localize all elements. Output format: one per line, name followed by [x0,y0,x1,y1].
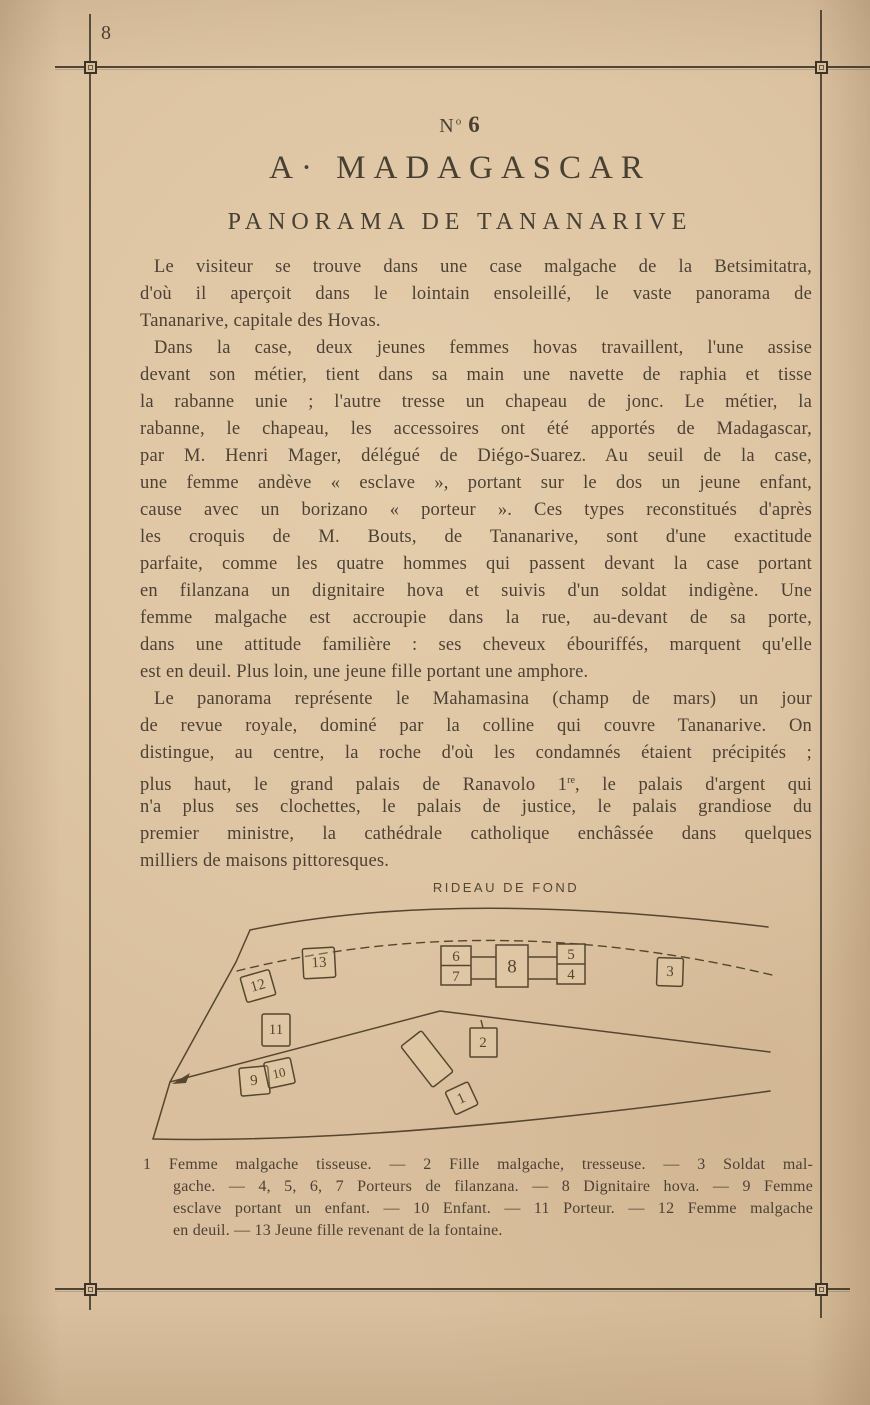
text-line: devant son métier, tient dans sa main une navette de raphia et tisse [140,365,812,385]
marker-label: 4 [567,967,575,983]
marker-box-5-4 [557,944,585,984]
text-line: d'où il aperçoit dans le lointain ensoleillé, le vaste panorama de [140,284,812,304]
paragraph [140,254,812,335]
corner-ornament-icon [815,61,828,74]
marker-box-8 [496,945,528,987]
issue-ordinal-sup: o [455,115,462,128]
marker-label: 5 [567,947,575,963]
marker-label: 2 [479,1035,487,1051]
marker-box-13 [302,947,336,979]
diagram-title: RIDEAU DE FOND [432,880,580,895]
marker-box-1 [445,1082,478,1115]
article-body [140,254,812,875]
marker-box-12 [240,969,276,1002]
text-line: Dans la case, deux jeunes femmes hovas travaillent, l'une assise [154,338,812,358]
corner-ornament-icon [84,1283,97,1296]
text-segment: , le palais d'argent qui [575,775,812,796]
issue-prefix: N [439,115,456,137]
text-segment: plus haut, le grand palais de Ranavolo 1 [140,775,568,796]
marker-label: 11 [268,1022,284,1038]
marker-box-3 [657,958,684,987]
border-rule-top [55,66,870,68]
marker-label: 9 [249,1072,259,1090]
text-line: premier ministre, la cathédrale catholique enchâssée dans quelques [140,824,812,844]
text-line: est en deuil. Plus loin, une jeune fille portant une amphore. [140,662,589,682]
case-rectangle [401,1031,454,1088]
text-line: cause avec un borizano « porteur ». Ces types reconstitués d'après [140,500,812,520]
marker-label: 10 [271,1064,287,1082]
legend-line: esclave portant un enfant. — 10 Enfant. — 11 Porteur. — 12 Femme malgache [173,1200,813,1217]
corner-ornament-icon [84,61,97,74]
text-line: la rabanne unie ; l'autre tresse un chapeau de jonc. Le métier, la [140,392,812,412]
text-line: dans une attitude familière : ses cheveux ébouriffés, marquent qu'elle [140,635,812,655]
marker-label: 8 [507,956,517,978]
legend-line: en deuil. — 13 Jeune fille revenant de la fontaine. [173,1222,503,1239]
border-rule-left [89,14,91,1310]
marker-label: 3 [665,963,675,981]
stage-left-edge [153,930,250,1139]
marker-label: 1 [454,1090,469,1108]
text-line: par M. Henri Mager, délégué de Diégo-Suarez. Au seuil de la case, [140,446,812,466]
backdrop-curve [250,908,768,930]
marker-label: 6 [452,949,460,965]
text-line [140,767,812,794]
text-line: de revue royale, dominé par la colline qui couvre Tananarive. On [140,716,812,736]
corner-ornament-icon [815,1283,828,1296]
superscript: re [567,775,576,786]
marker-box-11 [262,1014,290,1046]
legend-line: 1 Femme malgache tisseuse. — 2 Fille malgache, tresseuse. — 3 Soldat mal- [143,1156,813,1173]
text-line: Le panorama représente le Mahamasina (champ de mars) un jour [154,689,812,709]
marker-label: 7 [452,969,460,985]
text-line: distingue, au centre, la roche d'où les condamnés étaient précipités ; [140,743,812,763]
marker-label: 12 [248,976,268,996]
text-line: parfaite, comme les quatre hommes qui passent devant la case portant [140,554,812,574]
page-number: 8 [101,22,111,44]
marker-box-6-7 [441,946,471,985]
page-title: A· MADAGASCAR [269,150,651,186]
text-line: rabanne, le chapeau, les accessoires ont été apportés de Madagascar, [140,419,812,439]
border-rule-bottom [55,1288,850,1290]
paragraph [140,335,812,686]
text-line: en filanzana un dignitaire hova et suivis d'un soldat indigène. Une [140,581,812,601]
page-subtitle: PANORAMA DE TANANARIVE [227,209,693,235]
text-line: n'a plus ses clochettes, le palais de justice, le palais grandiose du [140,797,812,817]
text-line: les croquis de M. Bouts, de Tananarive, sont d'une exactitude [140,527,812,547]
marker-box-10 [264,1057,296,1088]
marker-label: 13 [311,954,327,972]
stage-diagram [150,878,840,1190]
paragraph [140,686,812,875]
text-line: femme malgache est accroupie dans la rue, au-devant de sa porte, [140,608,812,628]
legend-line: gache. — 4, 5, 6, 7 Porteurs de filanzana. — 8 Dignitaire hova. — 9 Femme [173,1178,813,1195]
text-line: Le visiteur se trouve dans une case malgache de la Betsimitatra, [154,257,812,277]
issue-number [95,112,825,138]
issue-value: 6 [468,112,481,137]
text-line: Tananarive, capitale des Hovas. [140,311,381,331]
text-line: milliers de maisons pittoresques. [140,851,390,871]
marker-box-2 [470,1020,497,1057]
text-line: une femme andève « esclave », portant sur le dos un jeune enfant, [140,473,812,493]
diagram-legend [143,1154,813,1242]
